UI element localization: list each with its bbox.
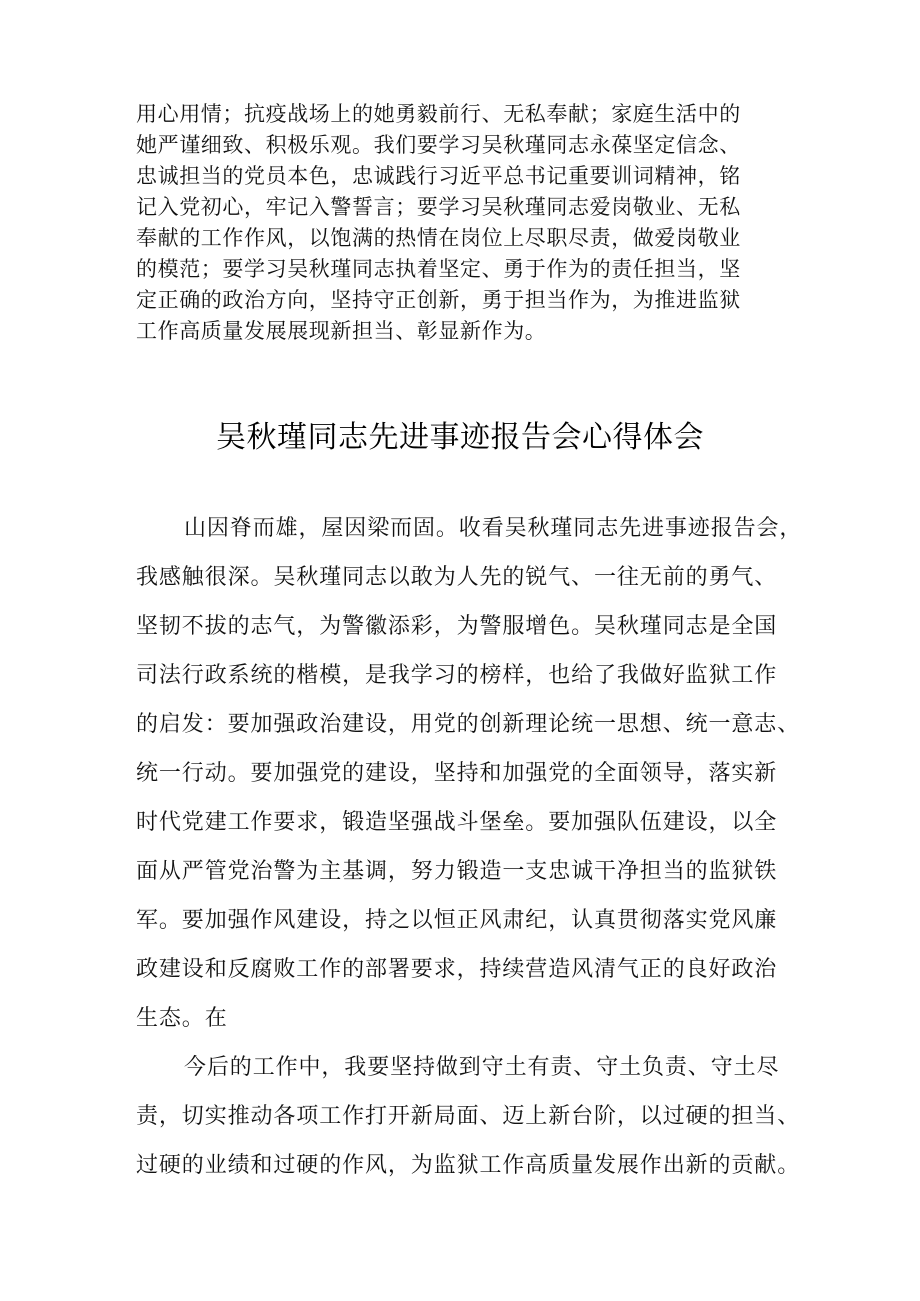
paragraph-line: 山因脊而雄，屋因梁而固。收看吴秋瑾同志先进事迹报告会，	[184, 516, 803, 541]
paragraph-line: 司法行政系统的楷模，是我学习的榜样，也给了我做好监狱工作	[136, 663, 778, 688]
paragraph-line: 政建设和反腐败工作的部署要求，持续营造风清气正的良好政治	[136, 957, 778, 982]
paragraph-line: 时代党建工作要求，锻造坚强战斗堡垒。要加强队伍建设，以全	[136, 810, 778, 835]
top-paragraph-line: 忠诚担当的党员本色，忠诚践行习近平总书记重要训词精神，铭	[136, 164, 741, 188]
top-paragraph-line: 定正确的政治方向，坚持守正创新，勇于担当作为，为推进监狱	[136, 288, 741, 312]
top-paragraph-line: 她严谨细致、积极乐观。我们要学习吴秋瑾同志永葆坚定信念、	[136, 133, 741, 157]
paragraph-line: 军。要加强作风建设，持之以恒正风肃纪，认真贯彻落实党风廉	[136, 908, 778, 933]
paragraph-line: 坚韧不拔的志气，为警徽添彩，为警服增色。吴秋瑾同志是全国	[136, 614, 778, 639]
paragraph-line: 我感触很深。吴秋瑾同志以敢为人先的锐气、一往无前的勇气、	[136, 565, 778, 590]
paragraph-line: 面从严管党治警为主基调，努力锻造一支忠诚干净担当的监狱铁	[136, 859, 778, 884]
paragraph-line: 责，切实推动各项工作打开新局面、迈上新台阶，以过硬的担当、	[136, 1104, 801, 1129]
top-paragraph-line: 工作高质量发展展现新担当、彰显新作为。	[136, 319, 547, 343]
paragraph-line: 的启发：要加强政治建设，用党的创新理论统一思想、统一意志、	[136, 712, 801, 737]
paragraph-line: 过硬的业绩和过硬的作风，为监狱工作高质量发展作出新的贡献。	[136, 1153, 801, 1178]
top-paragraph-line: 的模范；要学习吴秋瑾同志执着坚定、勇于作为的责任担当，坚	[136, 257, 741, 281]
paragraph-line: 生态。在	[136, 1006, 228, 1031]
article-title: 吴秋瑾同志先进事迹报告会心得体会	[216, 420, 704, 455]
top-paragraph-line: 记入党初心，牢记入警誓言；要学习吴秋瑾同志爱岗敬业、无私	[136, 195, 741, 219]
top-paragraph-line: 奉献的工作作风，以饱满的热情在岗位上尽职尽责，做爱岗敬业	[136, 226, 741, 250]
top-paragraph-line: 用心用情；抗疫战场上的她勇毅前行、无私奉献；家庭生活中的	[136, 102, 741, 126]
paragraph-line: 今后的工作中，我要坚持做到守土有责、守土负责、守土尽	[184, 1055, 780, 1080]
paragraph-line: 统一行动。要加强党的建设，坚持和加强党的全面领导，落实新	[136, 761, 778, 786]
